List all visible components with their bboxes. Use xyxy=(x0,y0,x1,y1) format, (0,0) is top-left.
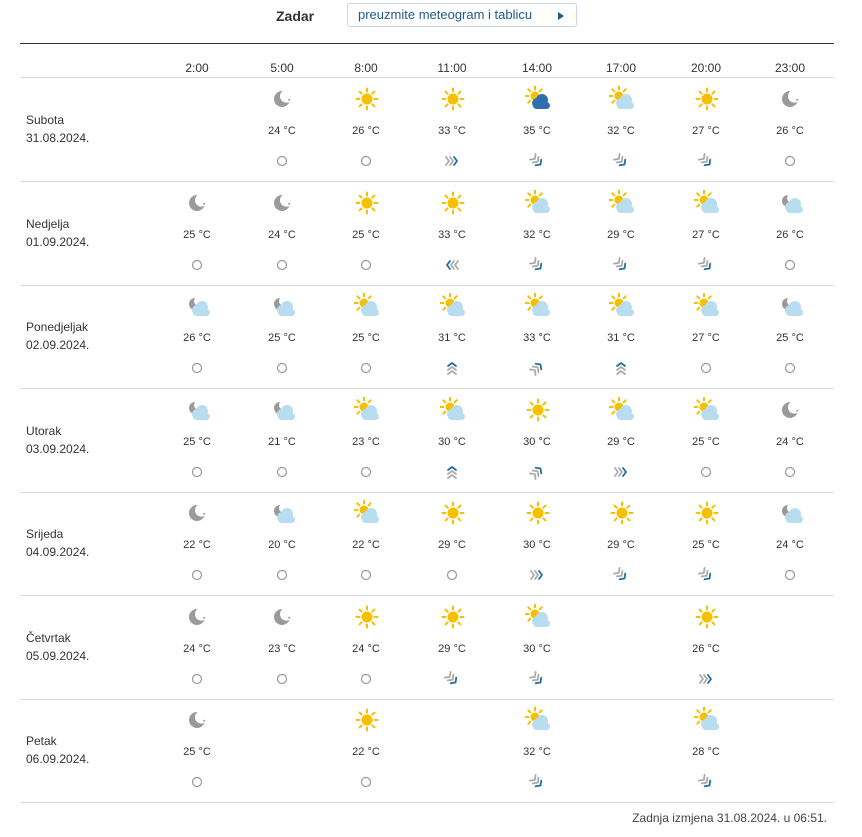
wind-up-icon xyxy=(613,360,629,376)
calm-wind-icon xyxy=(274,153,290,169)
sun-cloud-icon xyxy=(694,293,720,319)
moon-icon xyxy=(778,397,804,423)
wind-up-right-icon xyxy=(529,464,545,480)
calm-wind-icon xyxy=(782,360,798,376)
forecast-cell xyxy=(755,389,825,489)
calm-wind-icon xyxy=(698,360,714,376)
calm-wind-icon xyxy=(358,774,374,790)
temperature: 24 °C xyxy=(776,539,804,551)
forecast-cell xyxy=(331,492,401,592)
calm-wind-icon xyxy=(358,464,374,480)
temperature: 29 °C xyxy=(607,436,635,448)
calm-wind-icon xyxy=(189,360,205,376)
sun-icon xyxy=(694,500,720,526)
moon-icon xyxy=(270,86,296,112)
hour-label: 5:00 xyxy=(270,61,294,75)
hour-label: 20:00 xyxy=(690,61,722,75)
wind-right-icon xyxy=(529,567,545,583)
forecast-cell xyxy=(417,182,487,282)
hour-label: 2:00 xyxy=(185,61,209,75)
sun-cloud-icon xyxy=(694,397,720,423)
temperature: 28 °C xyxy=(692,746,720,758)
temperature: 30 °C xyxy=(523,539,551,551)
forecast-cell xyxy=(502,78,572,178)
temperature: 31 °C xyxy=(607,332,635,344)
calm-wind-icon xyxy=(358,671,374,687)
sun-cloud-icon xyxy=(354,397,380,423)
day-row xyxy=(20,285,834,389)
day-label xyxy=(26,629,89,665)
temperature: 25 °C xyxy=(268,332,296,344)
day-name: Petak xyxy=(26,734,57,748)
wind-down-right-icon xyxy=(613,257,629,273)
moon-cloud-icon xyxy=(778,190,804,216)
meteogram-button-label: preuzmite meteogram i tablicu xyxy=(358,7,533,22)
hour-label: 23:00 xyxy=(774,61,806,75)
meteogram-download-button[interactable] xyxy=(347,3,577,27)
day-date: 01.09.2024. xyxy=(26,235,90,249)
forecast-cell xyxy=(586,182,656,282)
forecast-cell xyxy=(502,492,572,592)
temperature: 25 °C xyxy=(692,436,720,448)
top-bar xyxy=(0,0,862,44)
temperature: 25 °C xyxy=(776,332,804,344)
forecast-cell xyxy=(247,389,317,489)
sun-cloud-icon xyxy=(694,190,720,216)
forecast-cell xyxy=(586,285,656,385)
moon-icon xyxy=(270,604,296,630)
forecast-cell xyxy=(331,389,401,489)
forecast-cell xyxy=(417,285,487,385)
sun-icon xyxy=(354,707,380,733)
wind-down-right-icon xyxy=(444,671,460,687)
temperature: 22 °C xyxy=(352,746,380,758)
calm-wind-icon xyxy=(782,153,798,169)
forecast-cell xyxy=(671,492,741,592)
sun-icon xyxy=(354,190,380,216)
day-label xyxy=(26,111,89,147)
sun-cloud-icon xyxy=(525,707,551,733)
temperature: 26 °C xyxy=(352,125,380,137)
forecast-cell xyxy=(671,78,741,178)
temperature: 27 °C xyxy=(692,125,720,137)
sun-cloud-icon xyxy=(440,397,466,423)
temperature: 26 °C xyxy=(692,643,720,655)
temperature: 24 °C xyxy=(268,125,296,137)
calm-wind-icon xyxy=(698,464,714,480)
moon-icon xyxy=(185,604,211,630)
forecast-cell xyxy=(502,285,572,385)
temperature: 30 °C xyxy=(523,436,551,448)
day-date: 03.09.2024. xyxy=(26,442,90,456)
wind-down-right-icon xyxy=(529,153,545,169)
temperature: 30 °C xyxy=(523,643,551,655)
temperature: 22 °C xyxy=(352,539,380,551)
calm-wind-icon xyxy=(189,774,205,790)
calm-wind-icon xyxy=(358,360,374,376)
temperature: 22 °C xyxy=(183,539,211,551)
temperature: 25 °C xyxy=(352,229,380,241)
temperature: 32 °C xyxy=(607,125,635,137)
moon-cloud-icon xyxy=(270,397,296,423)
wind-down-right-icon xyxy=(529,257,545,273)
hour-label: 11:00 xyxy=(437,61,467,75)
day-label xyxy=(26,318,89,354)
temperature: 24 °C xyxy=(268,229,296,241)
wind-down-right-icon xyxy=(698,567,714,583)
day-row xyxy=(20,182,834,286)
day-name: Utorak xyxy=(26,424,62,438)
calm-wind-icon xyxy=(358,257,374,273)
sun-icon xyxy=(440,190,466,216)
sun-darkcloud-icon xyxy=(525,86,551,112)
temperature: 25 °C xyxy=(183,436,211,448)
calm-wind-icon xyxy=(189,567,205,583)
temperature: 31 °C xyxy=(438,332,466,344)
forecast-cell xyxy=(755,285,825,385)
forecast-cell xyxy=(162,182,232,282)
wind-right-icon xyxy=(698,671,714,687)
temperature: 26 °C xyxy=(776,125,804,137)
sun-cloud-icon xyxy=(609,397,635,423)
temperature: 20 °C xyxy=(268,539,296,551)
moon-cloud-icon xyxy=(270,500,296,526)
temperature: 32 °C xyxy=(523,229,551,241)
sun-cloud-icon xyxy=(609,86,635,112)
day-date: 31.08.2024. xyxy=(26,131,90,145)
temperature: 29 °C xyxy=(607,229,635,241)
forecast-cell xyxy=(671,182,741,282)
sun-cloud-icon xyxy=(354,293,380,319)
forecast-cell xyxy=(586,78,656,178)
calm-wind-icon xyxy=(782,567,798,583)
forecast-cell xyxy=(502,389,572,489)
temperature: 26 °C xyxy=(183,332,211,344)
forecast-cell xyxy=(417,78,487,178)
wind-down-right-icon xyxy=(529,671,545,687)
temperature: 23 °C xyxy=(268,643,296,655)
forecast-cell xyxy=(671,285,741,385)
day-name: Subota xyxy=(26,113,65,127)
calm-wind-icon xyxy=(274,567,290,583)
hour-label: 14:00 xyxy=(521,61,553,75)
forecast-cell xyxy=(331,699,401,799)
temperature: 27 °C xyxy=(692,332,720,344)
forecast-cell xyxy=(162,389,232,489)
wind-down-right-icon xyxy=(613,153,629,169)
moon-icon xyxy=(270,190,296,216)
sun-icon xyxy=(354,86,380,112)
forecast-cell xyxy=(162,596,232,696)
moon-icon xyxy=(185,190,211,216)
calm-wind-icon xyxy=(358,567,374,583)
day-date: 06.09.2024. xyxy=(26,752,90,766)
wind-left-icon xyxy=(444,257,460,273)
sun-cloud-icon xyxy=(525,604,551,630)
moon-icon xyxy=(778,86,804,112)
temperature: 33 °C xyxy=(523,332,551,344)
calm-wind-icon xyxy=(782,257,798,273)
temperature: 27 °C xyxy=(692,229,720,241)
hours-header-row xyxy=(20,44,834,78)
sun-icon xyxy=(440,500,466,526)
calm-wind-icon xyxy=(444,567,460,583)
sun-icon xyxy=(525,397,551,423)
day-label xyxy=(26,215,89,251)
forecast-cell xyxy=(162,285,232,385)
day-name: Nedjelja xyxy=(26,217,70,231)
forecast-cell xyxy=(247,182,317,282)
sun-icon xyxy=(525,500,551,526)
wind-up-right-icon xyxy=(529,360,545,376)
city-name: Zadar xyxy=(276,8,315,24)
day-label xyxy=(26,422,89,458)
temperature: 24 °C xyxy=(352,643,380,655)
forecast-cell xyxy=(162,492,232,592)
temperature: 29 °C xyxy=(438,539,466,551)
day-row xyxy=(20,492,834,596)
temperature: 23 °C xyxy=(352,436,380,448)
forecast-cell xyxy=(755,492,825,592)
day-date: 04.09.2024. xyxy=(26,545,90,559)
sun-icon xyxy=(440,604,466,630)
calm-wind-icon xyxy=(189,464,205,480)
sun-icon xyxy=(694,86,720,112)
forecast-cell xyxy=(331,285,401,385)
day-name: Srijeda xyxy=(26,527,64,541)
forecast-cell xyxy=(417,596,487,696)
moon-cloud-icon xyxy=(185,293,211,319)
day-name: Četvrtak xyxy=(26,631,71,645)
calm-wind-icon xyxy=(782,464,798,480)
day-label xyxy=(26,732,89,768)
forecast-cell xyxy=(671,389,741,489)
sun-icon xyxy=(694,604,720,630)
wind-down-right-icon xyxy=(613,567,629,583)
wind-right-icon xyxy=(613,464,629,480)
sun-cloud-icon xyxy=(609,293,635,319)
moon-cloud-icon xyxy=(778,500,804,526)
forecast-cell xyxy=(247,78,317,178)
sun-cloud-icon xyxy=(525,190,551,216)
last-updated: Zadnja izmjena 31.08.2024. u 06:51. xyxy=(632,811,827,825)
moon-icon xyxy=(185,500,211,526)
forecast-cell xyxy=(331,596,401,696)
temperature: 25 °C xyxy=(692,539,720,551)
caret-right-icon xyxy=(558,12,564,20)
day-name: Ponedjeljak xyxy=(26,320,89,334)
sun-cloud-icon xyxy=(609,190,635,216)
temperature: 29 °C xyxy=(438,643,466,655)
temperature: 24 °C xyxy=(183,643,211,655)
day-row xyxy=(20,78,834,182)
wind-down-right-icon xyxy=(698,257,714,273)
forecast-cell xyxy=(755,78,825,178)
wind-down-right-icon xyxy=(698,774,714,790)
wind-up-icon xyxy=(444,360,460,376)
moon-cloud-icon xyxy=(778,293,804,319)
calm-wind-icon xyxy=(274,257,290,273)
sun-cloud-icon xyxy=(694,707,720,733)
forecast-cell xyxy=(502,182,572,282)
hour-label: 17:00 xyxy=(605,61,637,75)
day-label xyxy=(26,525,89,561)
wind-right-icon xyxy=(444,153,460,169)
calm-wind-icon xyxy=(189,257,205,273)
forecast-cell xyxy=(247,285,317,385)
calm-wind-icon xyxy=(274,360,290,376)
temperature: 24 °C xyxy=(776,436,804,448)
day-row xyxy=(20,389,834,493)
temperature: 29 °C xyxy=(607,539,635,551)
temperature: 30 °C xyxy=(438,436,466,448)
wind-up-icon xyxy=(444,464,460,480)
forecast-cell xyxy=(755,182,825,282)
forecast-cell xyxy=(247,596,317,696)
hour-label: 8:00 xyxy=(354,61,378,75)
sun-cloud-icon xyxy=(525,293,551,319)
calm-wind-icon xyxy=(274,464,290,480)
forecast-cell xyxy=(502,596,572,696)
forecast-cell xyxy=(247,492,317,592)
sun-icon xyxy=(354,604,380,630)
forecast-cell xyxy=(586,492,656,592)
temperature: 21 °C xyxy=(268,436,296,448)
forecast-cell xyxy=(162,699,232,799)
forecast-cell xyxy=(331,182,401,282)
day-date: 02.09.2024. xyxy=(26,338,90,352)
forecast-cell xyxy=(417,492,487,592)
temperature: 25 °C xyxy=(183,229,211,241)
forecast-cell xyxy=(671,596,741,696)
wind-down-right-icon xyxy=(698,153,714,169)
day-row xyxy=(20,699,834,803)
sun-icon xyxy=(609,500,635,526)
moon-cloud-icon xyxy=(185,397,211,423)
moon-icon xyxy=(185,707,211,733)
forecast-cell xyxy=(331,78,401,178)
temperature: 26 °C xyxy=(776,229,804,241)
forecast-cell xyxy=(502,699,572,799)
day-date: 05.09.2024. xyxy=(26,649,90,663)
moon-cloud-icon xyxy=(270,293,296,319)
calm-wind-icon xyxy=(274,671,290,687)
sun-icon xyxy=(440,86,466,112)
temperature: 35 °C xyxy=(523,125,551,137)
calm-wind-icon xyxy=(358,153,374,169)
forecast-cell xyxy=(417,389,487,489)
temperature: 33 °C xyxy=(438,125,466,137)
calm-wind-icon xyxy=(189,671,205,687)
temperature: 32 °C xyxy=(523,746,551,758)
forecast-cell xyxy=(586,389,656,489)
sun-cloud-icon xyxy=(354,500,380,526)
forecast-cell xyxy=(671,699,741,799)
wind-down-right-icon xyxy=(529,774,545,790)
sun-cloud-icon xyxy=(440,293,466,319)
temperature: 33 °C xyxy=(438,229,466,241)
temperature: 25 °C xyxy=(352,332,380,344)
temperature: 25 °C xyxy=(183,746,211,758)
day-row xyxy=(20,596,834,700)
